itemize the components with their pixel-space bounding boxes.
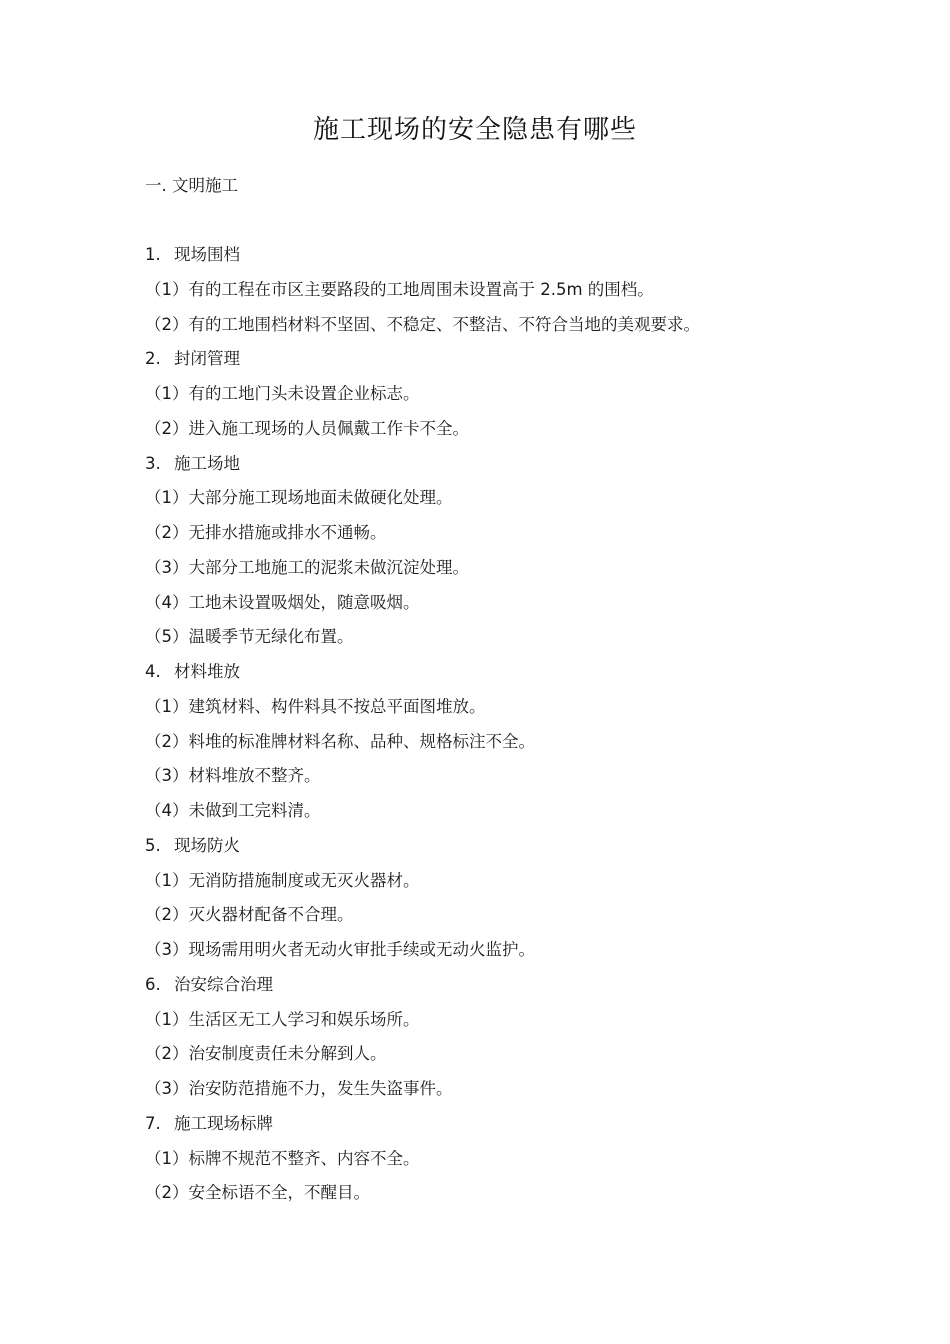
- list-item: （2）安全标语不全，不醒目。: [145, 1183, 370, 1203]
- section-heading: [145, 660, 865, 695]
- list-item: （4）未做到工完料清。: [145, 801, 321, 820]
- part-heading: 一. 文明施工: [145, 176, 238, 195]
- list-item: （5）温暖季节无绿化布置。: [145, 627, 354, 647]
- list-item: （1）无消防措施制度或无灭火器材。: [145, 870, 420, 890]
- section-number: 4.: [145, 662, 161, 681]
- list-item: （2）有的工地围档材料不坚固、不稳定、不整洁、不符合当地的美观要求。: [145, 314, 700, 334]
- list-item: （3）大部分工地施工的泥浆未做沉淀处理。: [145, 557, 469, 577]
- section-heading-text: 施工现场标牌: [174, 1113, 273, 1133]
- list-item: （3）材料堆放不整齐。: [145, 766, 321, 786]
- section-heading-text: 治安综合治理: [174, 974, 273, 994]
- list-item: （1）建筑材料、构件料具不按总平面图堆放。: [145, 696, 486, 716]
- list-item: （2）料堆的标准牌材料名称、品种、规格标注不全。: [145, 731, 535, 751]
- list-item: （1）有的工地门头未设置企业标志。: [145, 384, 420, 403]
- section-heading: [145, 452, 865, 487]
- section-heading-text: 材料堆放: [174, 662, 240, 681]
- section-heading-text: 现场防火: [174, 835, 240, 855]
- section-number: 6.: [145, 974, 161, 994]
- section-number: 7.: [145, 1113, 161, 1133]
- section-number: 5.: [145, 835, 161, 855]
- section-heading: [145, 973, 865, 1008]
- list-item: （2）无排水措施或排水不通畅。: [145, 523, 387, 542]
- list-item: （1）生活区无工人学习和娱乐场所。: [145, 1009, 420, 1029]
- list-item: （2）治安制度责任未分解到人。: [145, 1044, 387, 1064]
- document-title: 施工现场的安全隐患有哪些: [312, 115, 637, 145]
- section-heading: [145, 1112, 865, 1147]
- section-number: 2.: [145, 349, 161, 369]
- list-item: （3）治安防范措施不力，发生失盗事件。: [145, 1079, 453, 1098]
- section-heading-text: 现场围档: [174, 245, 240, 264]
- list-item: （1）标牌不规范不整齐、内容不全。: [145, 1148, 420, 1168]
- list-item: （1）大部分施工现场地面未做硬化处理。: [145, 488, 453, 508]
- section-heading-text: 施工场地: [174, 453, 240, 473]
- section-list: [145, 243, 865, 1216]
- list-item: （3）现场需用明火者无动火审批手续或无动火监护。: [145, 940, 535, 959]
- section-number: 3.: [145, 453, 161, 473]
- list-item: （1）有的工程在市区主要路段的工地周围未设置高于 2.5m 的围档。: [145, 279, 654, 299]
- section-heading: [145, 834, 865, 869]
- list-item: （2）进入施工现场的人员佩戴工作卡不全。: [145, 418, 469, 438]
- list-item: （2）灭火器材配备不合理。: [145, 905, 354, 925]
- section-heading: [145, 347, 865, 382]
- section-heading-text: 封闭管理: [174, 349, 240, 369]
- section-number: 1.: [145, 245, 161, 264]
- list-item: （4）工地未设置吸烟处，随意吸烟。: [145, 592, 420, 612]
- section-heading: [145, 243, 865, 278]
